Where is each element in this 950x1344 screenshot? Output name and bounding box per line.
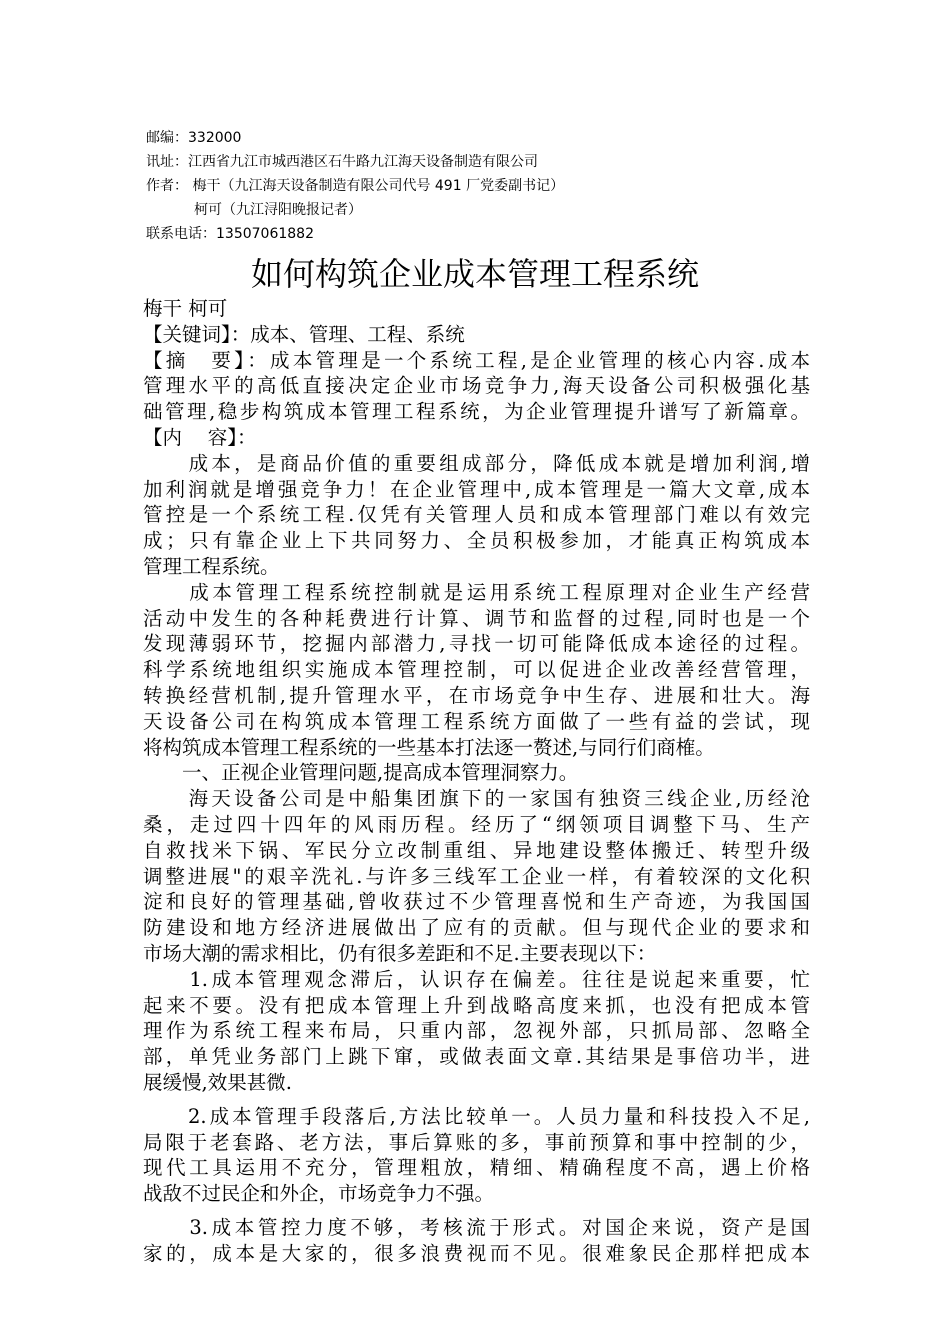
paragraph-line: 市场大潮的需求相比，仍有很多差距和不足.主要表现以下： [143, 941, 657, 965]
postcode: 邮编：332000 [146, 130, 242, 146]
content-heading: 【内 容】： [143, 425, 257, 449]
paragraph-line: 转换经营机制,提升管理水平，在市场竞争中生存、进展和壮大。海 [143, 683, 810, 707]
section-heading: 一、正视企业管理问题,提高成本管理洞察力。 [143, 761, 579, 785]
paragraph-line: 将构筑成本管理工程系统的一些基本打法逐一赘述,与同行们商榷。 [143, 735, 715, 759]
paragraph-line: 管控是一个系统工程.仅凭有关管理人员和成本管理部门难以有效完 [143, 503, 810, 527]
phone: 联系电话：13507061882 [146, 226, 314, 242]
paragraph-line: 家的，成本是大家的，很多浪费视而不见。很难象民企那样把成本 [143, 1241, 810, 1265]
paragraph-line: 现代工具运用不充分，管理粗放，精细、精确程度不高，遇上价格 [143, 1156, 810, 1180]
keywords-line: 【关键词】：成本、管理、工程、系统 [143, 322, 465, 346]
paragraph-line: 局限于老套路、老方法，事后算账的多，事前预算和事中控制的少， [143, 1130, 810, 1154]
paragraph-line: 淀和良好的管理基础,曾收获过不少管理喜悦和生产奇迹，为我国国 [143, 890, 810, 914]
paragraph-line: 3.成本管控力度不够，考核流于形式。对国企来说，资产是国 [143, 1215, 810, 1239]
paragraph-line: 海天设备公司是中船集团旗下的一家国有独资三线企业,历经沧 [143, 787, 810, 811]
paragraph-line: 天设备公司在构筑成本管理工程系统方面做了一些有益的尝试，现 [143, 709, 810, 733]
paragraph-line: 成本管理工程系统控制就是运用系统工程原理对企业生产经营 [143, 580, 810, 604]
document-title: 如何构筑企业成本管理工程系统 [250, 255, 699, 293]
address: 讯址：江西省九江市城西港区石牛路九江海天设备制造有限公司 [146, 154, 538, 170]
paragraph-gap [143, 1207, 810, 1215]
paragraph-gap [143, 1096, 810, 1104]
author-line-second: 柯可（九江浔阳晚报记者） [194, 202, 362, 218]
paragraph-line: 防建设和地方经济进展做出了应有的贡献。但与现代企业的要求和 [143, 916, 810, 940]
header-block [146, 126, 564, 246]
author-line: 作者： 梅干（九江海天设备制造有限公司代号 491 厂党委副书记） [146, 178, 565, 194]
paragraph-line: 1.成本管理观念滞后，认识存在偏差。往往是说起来重要，忙 [143, 967, 810, 991]
paragraph-line: 成；只有靠企业上下共同努力、全员积极参加，才能真正构筑成本 [143, 529, 810, 553]
paragraph-line: 成本，是商品价值的重要组成部分，降低成本就是增加利润,增 [143, 451, 810, 475]
paragraph-line: 活动中发生的各种耗费进行计算、调节和监督的过程,同时也是一个 [143, 606, 810, 630]
paragraph-line: 调整进展"的艰辛洗礼.与许多三线军工企业一样，有着较深的文化积 [143, 864, 810, 888]
paragraph-line: 部，单凭业务部门上跳下窜，或做表面文章.其结果是事倍功半，进 [143, 1045, 810, 1069]
document-body [143, 296, 810, 1266]
paragraph-line: 加利润就是增强竞争力！在企业管理中,成本管理是一篇大文章,成本 [143, 477, 810, 501]
abstract-line: 管理水平的高低直接决定企业市场竞争力,海天设备公司积极强化基 [143, 374, 810, 398]
paragraph-line: 战敌不过民企和外企，市场竞争力不强。 [143, 1182, 495, 1206]
abstract-line: 【摘 要】：成本管理是一个系统工程,是企业管理的核心内容.成本 [143, 348, 810, 372]
paragraph-line: 展缓慢,效果甚微. [143, 1070, 292, 1094]
abstract-line: 础管理,稳步构筑成本管理工程系统，为企业管理提升谱写了新篇章。 [143, 400, 810, 424]
paragraph-line: 自救找米下锅、军民分立改制重组、异地建设整体搬迁、转型升级 [143, 838, 810, 862]
paragraph-line: 管理工程系统。 [143, 554, 280, 578]
paragraph-line: 起来不要。没有把成本管理上升到战略高度来抓，也没有把成本管 [143, 993, 810, 1017]
byline: 梅干 柯可 [143, 297, 228, 320]
paragraph-line: 2.成本管理手段落后,方法比较单一。人员力量和科技投入不足, [143, 1104, 810, 1128]
paragraph-line: 理作为系统工程来布局，只重内部，忽视外部，只抓局部、忽略全 [143, 1019, 810, 1043]
paragraph-line: 科学系统地组织实施成本管理控制，可以促进企业改善经营管理， [143, 658, 810, 682]
paragraph-line: 桑，走过四十四年的风雨历程。经历了“纲领项目调整下马、生产 [143, 812, 810, 836]
paragraph-line: 发现薄弱环节，挖掘内部潜力,寻找一切可能降低成本途径的过程。 [143, 632, 810, 656]
